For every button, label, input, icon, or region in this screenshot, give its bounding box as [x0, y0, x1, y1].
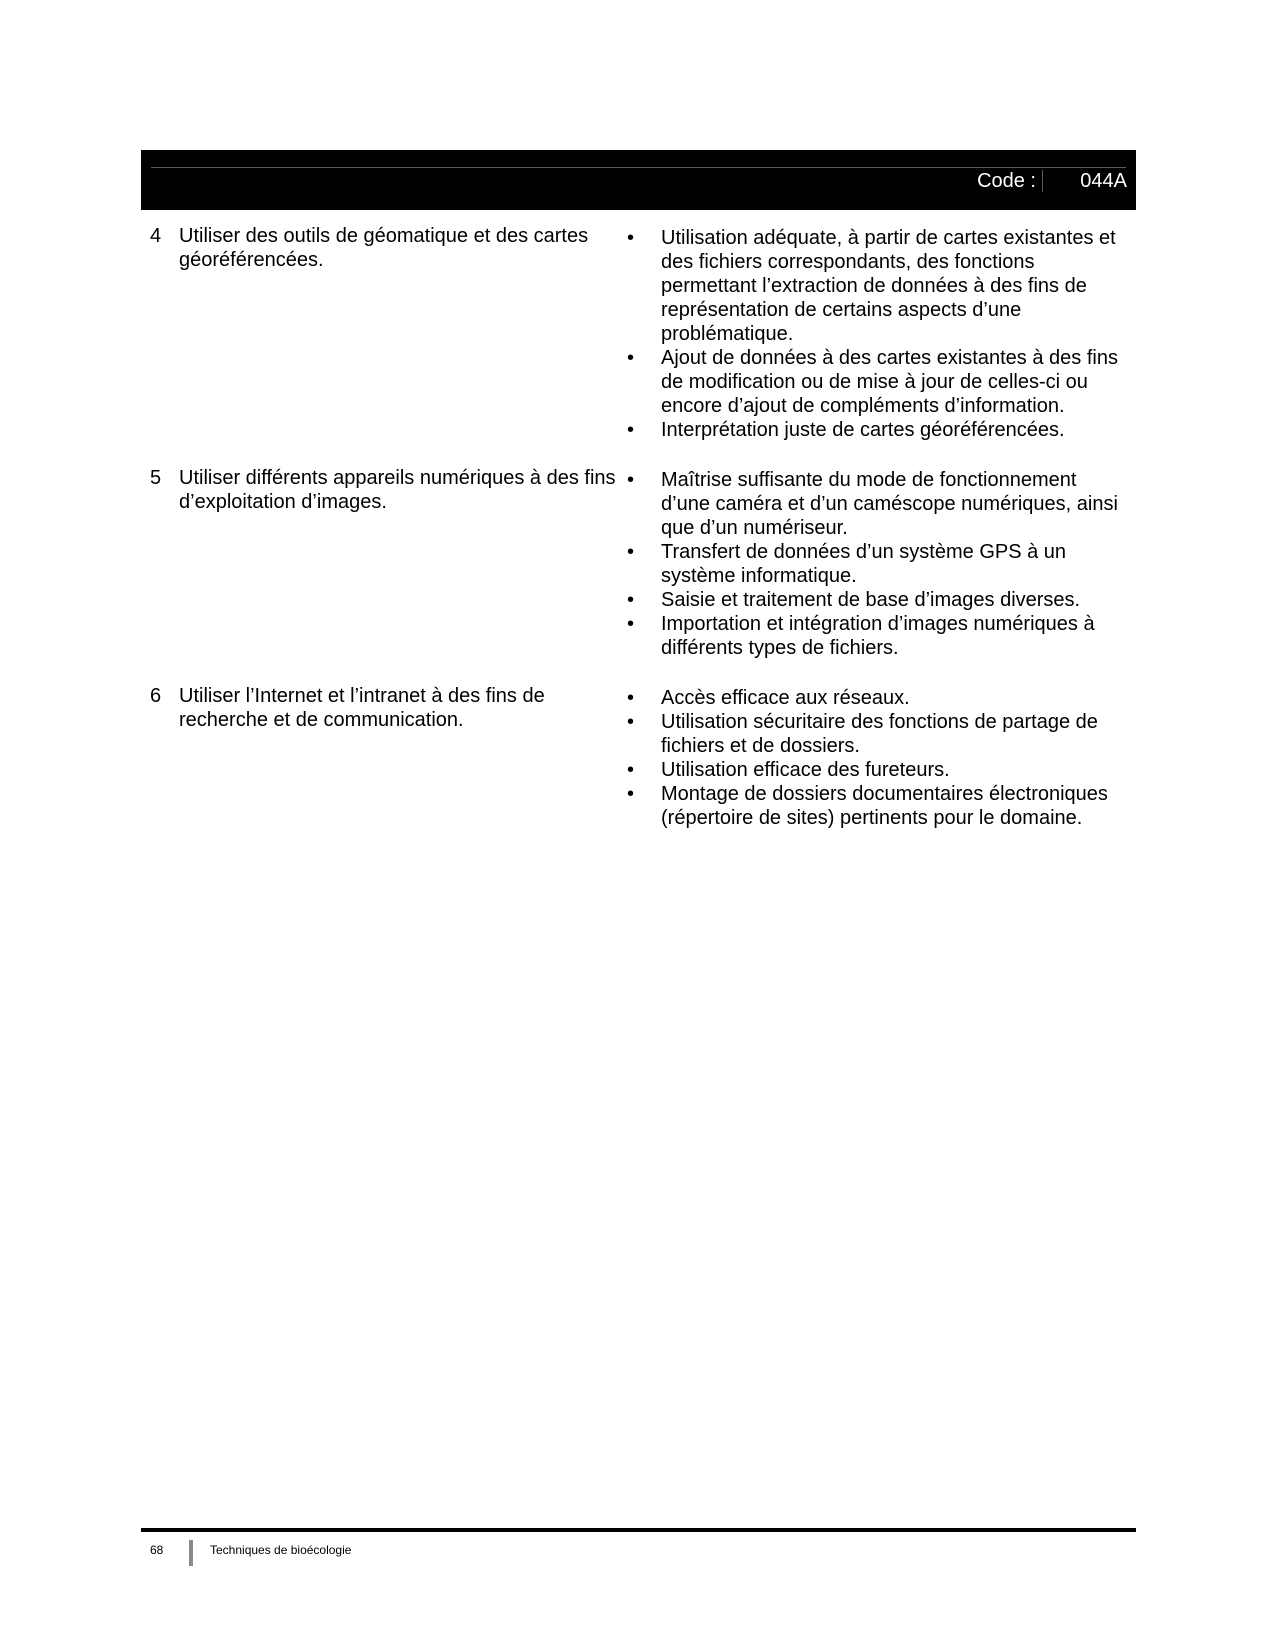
element-cell: [141, 684, 621, 830]
table-row: [141, 224, 1136, 442]
footer-rule: [141, 1528, 1136, 1532]
element-text: Utiliser différents appareils numériques à des fins d’exploitation d’images.: [179, 467, 616, 513]
footer-separator: [189, 1540, 193, 1566]
criteria-list: [621, 686, 1126, 830]
table-row: [141, 684, 1136, 830]
page-number: 68: [150, 1543, 164, 1557]
code-value: 044A: [1080, 170, 1127, 192]
element-text: Utiliser des outils de géomatique et des cartes géoréférencées.: [179, 225, 589, 271]
element-number: 4: [150, 225, 162, 247]
footer-title: Techniques de bioécologie: [210, 1543, 352, 1557]
element-number: 5: [150, 467, 162, 489]
criteria-item: • Interprétation juste de cartes géoréférencées.: [621, 418, 1126, 442]
criteria-item: • Ajout de données à des cartes existantes à des fins de modification ou de mise à jour de celles-ci ou encore d’ajout de compléments d’information.: [621, 346, 1126, 418]
element-cell: [141, 224, 621, 442]
code-label: Code :: [977, 170, 1036, 192]
criteria-item: • Transfert de données d’un système GPS à un système informatique.: [621, 540, 1126, 588]
criteria-item: • Accès efficace aux réseaux.: [621, 686, 1126, 710]
element-number: 6: [150, 685, 162, 707]
criteria-item: • Maîtrise suffisante du mode de fonctionnement d’une caméra et d’un caméscope numériques, ainsi que d’un numériseur.: [621, 468, 1126, 540]
criteria-item: • Utilisation adéquate, à partir de cartes existantes et des fichiers correspondants, des fonctions permettant l’extraction de données à des fins de représentation de certains aspects d’une problématique.: [621, 226, 1126, 346]
table-row: [141, 466, 1136, 660]
criteria-item: • Utilisation sécuritaire des fonctions de partage de fichiers et de dossiers.: [621, 710, 1126, 758]
criteria-list: [621, 226, 1126, 442]
code-separator: [1042, 170, 1043, 192]
criteria-item: • Importation et intégration d’images numériques à différents types de fichiers.: [621, 612, 1126, 660]
element-cell: [141, 466, 621, 660]
criteria-item: • Saisie et traitement de base d’images diverses.: [621, 588, 1126, 612]
element-text: Utiliser l’Internet et l’intranet à des fins de recherche et de communication.: [179, 685, 545, 731]
criteria-list: [621, 468, 1126, 660]
header-rule: [151, 167, 1126, 168]
criteria-item: • Utilisation efficace des fureteurs.: [621, 758, 1126, 782]
criteria-item: • Montage de dossiers documentaires électroniques (répertoire de sites) pertinents pour le domaine.: [621, 782, 1126, 830]
header-bar: [141, 150, 1136, 210]
competency-table: [141, 224, 1136, 854]
